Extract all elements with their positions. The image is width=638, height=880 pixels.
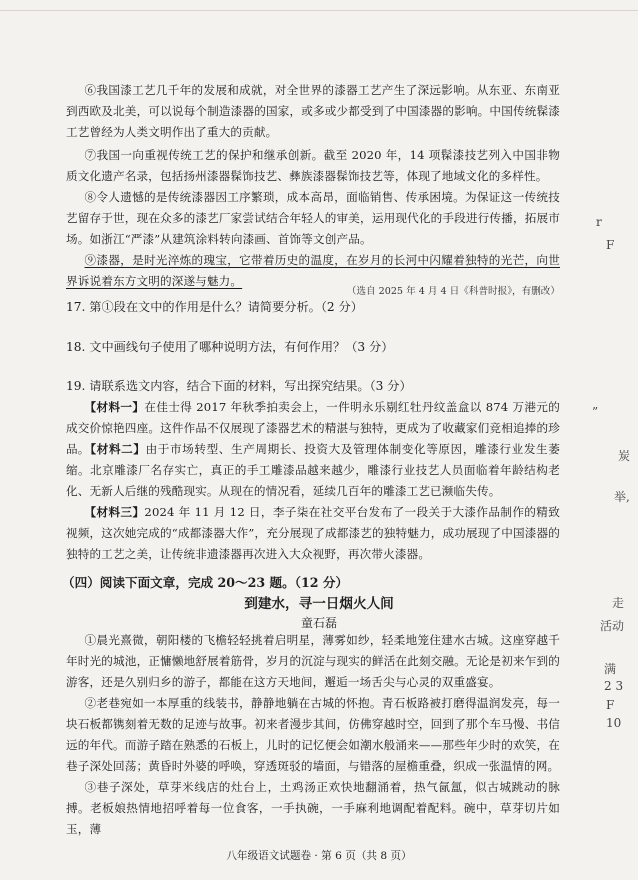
paragraph-8: ⑧令人遗憾的是传统漆器因工序繁琐，成本高昂，面临销售、传承困境。为保证这一传统技艺留存于世，现在众多的漆艺厂家尝试结合年轻人的审美，运用现代化的手段进行传播，拓展市场。如浙江“严漆”从建筑涂料转向漆画、首饰等文创产品。 xyxy=(66,190,560,246)
source-note: （选自 2025 年 4 月 4 日《科普时报》，有删改） xyxy=(346,286,560,297)
question-17: 17. 第①段在文中的作用是什么？请简要分析。（2 分） xyxy=(66,300,363,314)
essay-paragraph-1: ①晨光熹微，朝阳楼的飞檐轻轻挑着启明星，薄雾如纱，轻柔地笼住建水古城。这座穿越千年时光的城池，正慵懒地舒展着筋骨，岁月的沉淀与现实的鲜活在此刻交融。无论是初来乍到的游客，还是久别归乡的游子，都能在这方天地间，邂逅一场舌尖与心灵的双重盛宴。 xyxy=(66,633,560,689)
question-19: 19. 请联系选文内容，结合下面的材料，写出探究结果。（3 分） xyxy=(66,379,412,393)
material-3 xyxy=(66,502,560,565)
underlined-sentence: ⑨漆器，是时光淬炼的瑰宝，它带着历史的温度，在岁月的长河中闪耀着独特的光芒，向世界诉说着东方文明的深遂与魅力。 xyxy=(66,253,560,288)
material-1-text: 在佳士得 2017 年秋季拍卖会上，一件明永乐剔红牡丹纹盖盒以 874 万港元的成交价惊艳四座。这件作品不仅展现了漆器艺术的精湛与独特，更成为了收藏家们竞相追捧的珍品。 xyxy=(66,400,560,456)
essay-paragraph-3: ③巷子深处，草芽米线店的灶台上，土鸡汤正欢快地翻涌着，热气氤氲，似古城跳动的脉搏。老板娘热情地招呼着每一位食客，一手执碗，一手麻利地调配着配料。碗中，草芽切片如玉，薄 xyxy=(66,780,560,836)
material-2-tag: 【材料二】 xyxy=(84,442,146,456)
question-18: 18. 文中画线句子使用了哪种说明方法，有何作用？（3 分） xyxy=(66,340,394,354)
edge-mark: 活动 xyxy=(600,619,625,633)
paragraph-7: ⑦我国一向重视传统工艺的保护和继承创新。截至 2020 年，14 项髹漆技艺列入中国非物质文化遗产名录，包括扬州漆器髹饰技艺、彝族漆器髹饰技艺等，体现了地域文化的多样性。 xyxy=(66,148,560,183)
essay-title: 到建水，寻一日烟火人间 xyxy=(244,596,394,612)
edge-mark: 举, xyxy=(614,490,630,504)
essay-paragraph-2: ②老巷宛如一本厚重的线装书，静静地躺在古城的怀抱。青石板路被打磨得温润发亮，每一块石板都镌刻着无数的足迹与故事。初来者漫步其间，仿佛穿越时空，回到了那个车马慢、书信远的年代。而游子踏在熟悉的石板上，儿时的记忆便会如潮水般涌来——那些年少时的欢笑，在巷子深处回荡；黄昏时外婆的呼唤，穿透斑驳的墙面，与错落的屋檐重叠，织成一张温情的网。 xyxy=(66,696,560,773)
edge-mark: ” xyxy=(592,405,599,419)
edge-mark: 炭 xyxy=(618,449,631,463)
section-heading: （四）阅读下面文章，完成 20～23 题。（12 分） xyxy=(62,575,349,590)
edge-mark: 10 xyxy=(606,716,622,730)
edge-mark: 2 3 xyxy=(604,679,624,693)
edge-mark: 满 xyxy=(604,662,617,676)
material-2 xyxy=(66,439,560,502)
edge-mark: F xyxy=(606,698,615,712)
material-3-tag: 【材料三】 xyxy=(84,505,145,519)
material-3-text: 2024 年 11 月 12 日，李子柒在社交平台发布了一段关于大漆作品制作的精致视频，这次她完成的“成都漆器大作”，充分展现了成都漆艺的独特魅力，成功展现了中国漆器的独特的工艺之美，让传统非遗漆器再次进入大众视野，再次带火漆器。 xyxy=(66,505,560,561)
page-footer: 八年级语文试题卷 · 第 6 页（共 8 页） xyxy=(226,850,412,862)
material-2-text: 由于市场转型、生产周期长、投资大及管理体制变化等原因，雕漆行业发生萎缩。北京雕漆厂名存实亡，真正的手工雕漆品越来越少，雕漆行业技艺人员面临着年龄结构老化、无新人后继的残酷现实。从现在的情况看，延续几百年的雕漆工艺已濒临失传。 xyxy=(66,442,560,498)
edge-mark: F xyxy=(606,238,615,252)
edge-mark: r xyxy=(596,215,602,229)
essay-author: 童石磊 xyxy=(300,616,337,630)
scan-edge-line xyxy=(0,10,638,11)
paragraph-6: ⑥我国漆工艺几千年的发展和成就，对全世界的漆器工艺产生了深远影响。从东亚、东南亚到西欧及北美，可以说每个制造漆器的国家，或多或少都受到了中国漆器的影响。中国传统髹漆工艺曾经为人类文明作出了重大的贡献。 xyxy=(66,83,560,139)
edge-mark: 走 xyxy=(612,596,625,610)
material-1-tag: 【材料一】 xyxy=(84,400,145,414)
